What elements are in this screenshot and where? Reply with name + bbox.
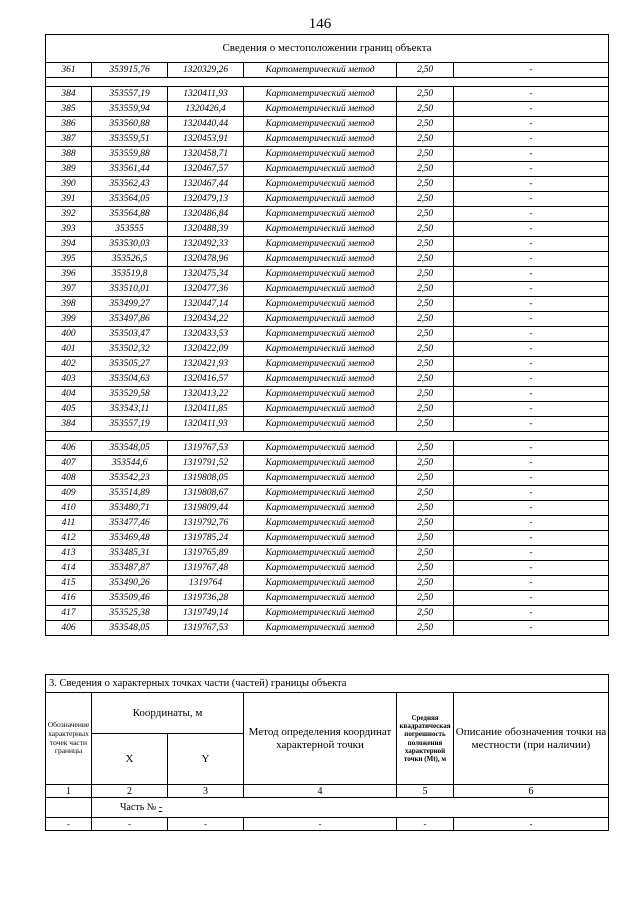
method: Картометрический метод: [244, 87, 397, 102]
coord-y: 1320440,44: [168, 117, 244, 132]
point-id: 402: [46, 357, 92, 372]
table-row: [46, 117, 609, 132]
description: -: [454, 312, 609, 327]
coord-y: 1319791,52: [168, 456, 244, 471]
point-id: 394: [46, 237, 92, 252]
error: 2,50: [397, 387, 454, 402]
coord-y: 1320422,09: [168, 342, 244, 357]
coord-x: 353509,46: [92, 591, 168, 606]
point-id: 398: [46, 297, 92, 312]
description: -: [454, 117, 609, 132]
method: Картометрический метод: [244, 546, 397, 561]
part-value: -: [158, 802, 163, 813]
description: -: [454, 402, 609, 417]
coord-y: 1320411,93: [168, 87, 244, 102]
description: -: [454, 252, 609, 267]
point-id: 414: [46, 561, 92, 576]
coord-x: 353526,5: [92, 252, 168, 267]
coord-x: 353559,88: [92, 147, 168, 162]
method: Картометрический метод: [244, 441, 397, 456]
header-description: Описание обозначения точки на местности (при наличии): [454, 693, 609, 785]
coord-x: 353510,01: [92, 282, 168, 297]
point-id: 404: [46, 387, 92, 402]
empty-cell: -: [46, 818, 92, 831]
coord-x: 353530,03: [92, 237, 168, 252]
coord-x: 353503,47: [92, 327, 168, 342]
method: Картометрический метод: [244, 162, 397, 177]
method: Картометрический метод: [244, 501, 397, 516]
method: Картометрический метод: [244, 591, 397, 606]
point-id: 411: [46, 516, 92, 531]
coord-y: 1320479,13: [168, 192, 244, 207]
error: 2,50: [397, 531, 454, 546]
method: Картометрический метод: [244, 561, 397, 576]
method: Картометрический метод: [244, 282, 397, 297]
table-row: [46, 222, 609, 237]
method: Картометрический метод: [244, 207, 397, 222]
table-row: [46, 576, 609, 591]
coord-y: 1319736,28: [168, 591, 244, 606]
error: 2,50: [397, 207, 454, 222]
method: Картометрический метод: [244, 132, 397, 147]
point-id: 393: [46, 222, 92, 237]
coord-y: 1320426,4: [168, 102, 244, 117]
table-row: [46, 441, 609, 456]
method: Картометрический метод: [244, 222, 397, 237]
table-row: [46, 531, 609, 546]
description: -: [454, 207, 609, 222]
description: -: [454, 177, 609, 192]
coord-y: 1320453,91: [168, 132, 244, 147]
method: Картометрический метод: [244, 372, 397, 387]
table-row: [46, 486, 609, 501]
coord-y: 1320411,85: [168, 402, 244, 417]
coord-y: 1320411,93: [168, 417, 244, 432]
description: -: [454, 192, 609, 207]
part-number: [92, 798, 609, 818]
coord-x: 353490,26: [92, 576, 168, 591]
method: Картометрический метод: [244, 342, 397, 357]
point-id: 391: [46, 192, 92, 207]
description: -: [454, 606, 609, 621]
coord-x: 353525,38: [92, 606, 168, 621]
header-method: Метод определения координат характерной точки: [244, 693, 397, 785]
point-id: 409: [46, 486, 92, 501]
point-id: 406: [46, 621, 92, 636]
description: -: [454, 132, 609, 147]
error: 2,50: [397, 312, 454, 327]
coord-x: 353502,32: [92, 342, 168, 357]
coord-x: 353519,8: [92, 267, 168, 282]
description: -: [454, 576, 609, 591]
error: 2,50: [397, 327, 454, 342]
table-row: [46, 357, 609, 372]
coord-y: 1319767,53: [168, 621, 244, 636]
table-row: [46, 132, 609, 147]
table-row: [46, 402, 609, 417]
coord-y: 1320447,14: [168, 297, 244, 312]
coord-x: 353499,27: [92, 297, 168, 312]
point-id: 410: [46, 501, 92, 516]
error: 2,50: [397, 546, 454, 561]
point-id: 416: [46, 591, 92, 606]
coord-x: 353562,43: [92, 177, 168, 192]
table-row: [46, 501, 609, 516]
point-id: 407: [46, 456, 92, 471]
group-separator: [46, 78, 609, 87]
description: -: [454, 441, 609, 456]
coord-y: 1319809,44: [168, 501, 244, 516]
method: Картометрический метод: [244, 621, 397, 636]
coord-y: 1319767,48: [168, 561, 244, 576]
coord-y: 1320467,57: [168, 162, 244, 177]
header-x: X: [92, 734, 168, 785]
coord-x: 353564,05: [92, 192, 168, 207]
point-id: 386: [46, 117, 92, 132]
table-row: [46, 162, 609, 177]
description: -: [454, 237, 609, 252]
description: -: [454, 591, 609, 606]
coord-y: 1320488,39: [168, 222, 244, 237]
table-row: [46, 237, 609, 252]
method: Картометрический метод: [244, 327, 397, 342]
empty-cell: -: [168, 818, 244, 831]
table-row: [46, 456, 609, 471]
description: -: [454, 147, 609, 162]
error: 2,50: [397, 342, 454, 357]
table-row: [46, 267, 609, 282]
method: Картометрический метод: [244, 531, 397, 546]
table-row: [46, 102, 609, 117]
error: 2,50: [397, 117, 454, 132]
error: 2,50: [397, 132, 454, 147]
coord-x: 353564,88: [92, 207, 168, 222]
description: -: [454, 267, 609, 282]
error: 2,50: [397, 237, 454, 252]
coord-x: 353514,89: [92, 486, 168, 501]
coord-x: 353504,63: [92, 372, 168, 387]
point-id: 415: [46, 576, 92, 591]
header-coordinates: Координаты, м: [92, 693, 244, 734]
method: Картометрический метод: [244, 312, 397, 327]
coord-y: 1319765,89: [168, 546, 244, 561]
coord-x: 353561,44: [92, 162, 168, 177]
coord-y: 1320416,57: [168, 372, 244, 387]
point-id: 401: [46, 342, 92, 357]
section-title: Сведения о местоположении границ объекта: [46, 35, 609, 63]
header-y: Y: [168, 734, 244, 785]
error: 2,50: [397, 501, 454, 516]
point-id: 392: [46, 207, 92, 222]
coord-x: 353477,46: [92, 516, 168, 531]
point-id: 384: [46, 417, 92, 432]
point-id: 403: [46, 372, 92, 387]
error: 2,50: [397, 456, 454, 471]
coord-x: 353557,19: [92, 417, 168, 432]
error: 2,50: [397, 561, 454, 576]
point-id: 385: [46, 102, 92, 117]
coord-x: 353487,87: [92, 561, 168, 576]
method: Картометрический метод: [244, 486, 397, 501]
description: -: [454, 516, 609, 531]
coord-y: 1320475,34: [168, 267, 244, 282]
method: Картометрический метод: [244, 192, 397, 207]
error: 2,50: [397, 102, 454, 117]
description: -: [454, 342, 609, 357]
method: Картометрический метод: [244, 357, 397, 372]
coord-y: 1319749,14: [168, 606, 244, 621]
column-number: 1: [46, 785, 92, 798]
point-id: 408: [46, 471, 92, 486]
description: -: [454, 87, 609, 102]
error: 2,50: [397, 606, 454, 621]
description: -: [454, 417, 609, 432]
coord-y: 1319808,05: [168, 471, 244, 486]
table-row: [46, 417, 609, 432]
error: 2,50: [397, 402, 454, 417]
method: Картометрический метод: [244, 117, 397, 132]
point-id: 395: [46, 252, 92, 267]
section-3-title: 3. Сведения о характерных точках части (частей) границы объекта: [46, 675, 609, 693]
coord-x: 353915,76: [92, 63, 168, 78]
point-id: 405: [46, 402, 92, 417]
error: 2,50: [397, 471, 454, 486]
coord-y: 1320413,22: [168, 387, 244, 402]
method: Картометрический метод: [244, 63, 397, 78]
error: 2,50: [397, 441, 454, 456]
coord-y: 1319808,67: [168, 486, 244, 501]
point-id: 412: [46, 531, 92, 546]
table-row: [46, 471, 609, 486]
point-id: 390: [46, 177, 92, 192]
description: -: [454, 621, 609, 636]
point-id: 399: [46, 312, 92, 327]
error: 2,50: [397, 576, 454, 591]
table-row: [46, 327, 609, 342]
boundary-points-table: [45, 34, 609, 636]
coord-y: 1320421,93: [168, 357, 244, 372]
description: -: [454, 372, 609, 387]
coord-y: 1320492,33: [168, 237, 244, 252]
coord-x: 353485,31: [92, 546, 168, 561]
method: Картометрический метод: [244, 576, 397, 591]
error: 2,50: [397, 162, 454, 177]
error: 2,50: [397, 417, 454, 432]
column-number: 3: [168, 785, 244, 798]
error: 2,50: [397, 282, 454, 297]
table-row: [46, 207, 609, 222]
error: 2,50: [397, 192, 454, 207]
error: 2,50: [397, 252, 454, 267]
point-id: 396: [46, 267, 92, 282]
empty-cell: -: [397, 818, 454, 831]
column-number: 5: [397, 785, 454, 798]
method: Картометрический метод: [244, 417, 397, 432]
point-id: 389: [46, 162, 92, 177]
coord-x: 353469,48: [92, 531, 168, 546]
header-point-designation: Обозначение характерных точек части границы: [46, 693, 92, 785]
error: 2,50: [397, 357, 454, 372]
table-row: [46, 87, 609, 102]
coord-x: 353505,27: [92, 357, 168, 372]
table-row: [46, 177, 609, 192]
table-row: [46, 282, 609, 297]
error: 2,50: [397, 63, 454, 78]
point-id: 406: [46, 441, 92, 456]
method: Картометрический метод: [244, 456, 397, 471]
description: -: [454, 486, 609, 501]
description: -: [454, 546, 609, 561]
description: -: [454, 387, 609, 402]
description: -: [454, 561, 609, 576]
description: -: [454, 162, 609, 177]
error: 2,50: [397, 177, 454, 192]
error: 2,50: [397, 297, 454, 312]
part-points-table: [45, 674, 609, 831]
table-row: [46, 192, 609, 207]
coord-x: 353544,6: [92, 456, 168, 471]
description: -: [454, 357, 609, 372]
table-row: [46, 591, 609, 606]
table-row: [46, 312, 609, 327]
method: Картометрический метод: [244, 606, 397, 621]
column-number: 6: [454, 785, 609, 798]
method: Картометрический метод: [244, 237, 397, 252]
method: Картометрический метод: [244, 387, 397, 402]
table-row: [46, 546, 609, 561]
description: -: [454, 531, 609, 546]
error: 2,50: [397, 222, 454, 237]
empty-cell: -: [92, 818, 168, 831]
description: -: [454, 102, 609, 117]
coord-x: 353557,19: [92, 87, 168, 102]
coord-y: 1320478,96: [168, 252, 244, 267]
coord-x: 353529,58: [92, 387, 168, 402]
coord-y: 1320477,36: [168, 282, 244, 297]
coord-y: 1320467,44: [168, 177, 244, 192]
table-row: [46, 621, 609, 636]
empty-cell: -: [244, 818, 397, 831]
table-row: [46, 516, 609, 531]
error: 2,50: [397, 516, 454, 531]
coord-x: 353560,88: [92, 117, 168, 132]
description: -: [454, 297, 609, 312]
table-row: [46, 63, 609, 78]
table-row: [46, 252, 609, 267]
coord-x: 353548,05: [92, 441, 168, 456]
coord-x: 353497,86: [92, 312, 168, 327]
description: -: [454, 282, 609, 297]
error: 2,50: [397, 591, 454, 606]
table-row: [46, 606, 609, 621]
method: Картометрический метод: [244, 102, 397, 117]
point-id: 384: [46, 87, 92, 102]
coord-y: 1319785,24: [168, 531, 244, 546]
coord-y: 1320433,53: [168, 327, 244, 342]
coord-y: 1320486,84: [168, 207, 244, 222]
description: -: [454, 63, 609, 78]
error: 2,50: [397, 621, 454, 636]
point-id: 361: [46, 63, 92, 78]
error: 2,50: [397, 372, 454, 387]
method: Картометрический метод: [244, 402, 397, 417]
coord-y: 1320458,71: [168, 147, 244, 162]
coord-x: 353548,05: [92, 621, 168, 636]
method: Картометрический метод: [244, 471, 397, 486]
method: Картометрический метод: [244, 177, 397, 192]
point-id: 400: [46, 327, 92, 342]
group-separator: [46, 432, 609, 441]
coord-y: 1320329,26: [168, 63, 244, 78]
header-error: Средняя квадратическая погрешность положения характерной точки (Mt), м: [397, 693, 454, 785]
table-row: [46, 387, 609, 402]
coord-x: 353542,23: [92, 471, 168, 486]
method: Картометрический метод: [244, 252, 397, 267]
page-number: 146: [308, 16, 332, 32]
error: 2,50: [397, 147, 454, 162]
table-row: [46, 147, 609, 162]
coord-x: 353480,71: [92, 501, 168, 516]
description: -: [454, 471, 609, 486]
table-row: [46, 561, 609, 576]
description: -: [454, 501, 609, 516]
table-row: [46, 372, 609, 387]
coord-x: 353559,94: [92, 102, 168, 117]
description: -: [454, 456, 609, 471]
method: Картометрический метод: [244, 147, 397, 162]
point-id: 388: [46, 147, 92, 162]
coord-x: 353555: [92, 222, 168, 237]
coord-y: 1319792,76: [168, 516, 244, 531]
table-row: [46, 297, 609, 312]
error: 2,50: [397, 267, 454, 282]
error: 2,50: [397, 486, 454, 501]
point-id: 417: [46, 606, 92, 621]
description: -: [454, 222, 609, 237]
description: -: [454, 327, 609, 342]
point-id: 387: [46, 132, 92, 147]
point-id: 397: [46, 282, 92, 297]
point-id: 413: [46, 546, 92, 561]
coord-y: 1319764: [168, 576, 244, 591]
table-row: [46, 342, 609, 357]
part-label: Часть №: [120, 802, 157, 813]
error: 2,50: [397, 87, 454, 102]
coord-x: 353559,51: [92, 132, 168, 147]
empty-cell: -: [454, 818, 609, 831]
coord-y: 1320434,22: [168, 312, 244, 327]
method: Картометрический метод: [244, 297, 397, 312]
method: Картометрический метод: [244, 267, 397, 282]
method: Картометрический метод: [244, 516, 397, 531]
coord-y: 1319767,53: [168, 441, 244, 456]
coord-x: 353543,11: [92, 402, 168, 417]
column-number: 4: [244, 785, 397, 798]
column-number: 2: [92, 785, 168, 798]
